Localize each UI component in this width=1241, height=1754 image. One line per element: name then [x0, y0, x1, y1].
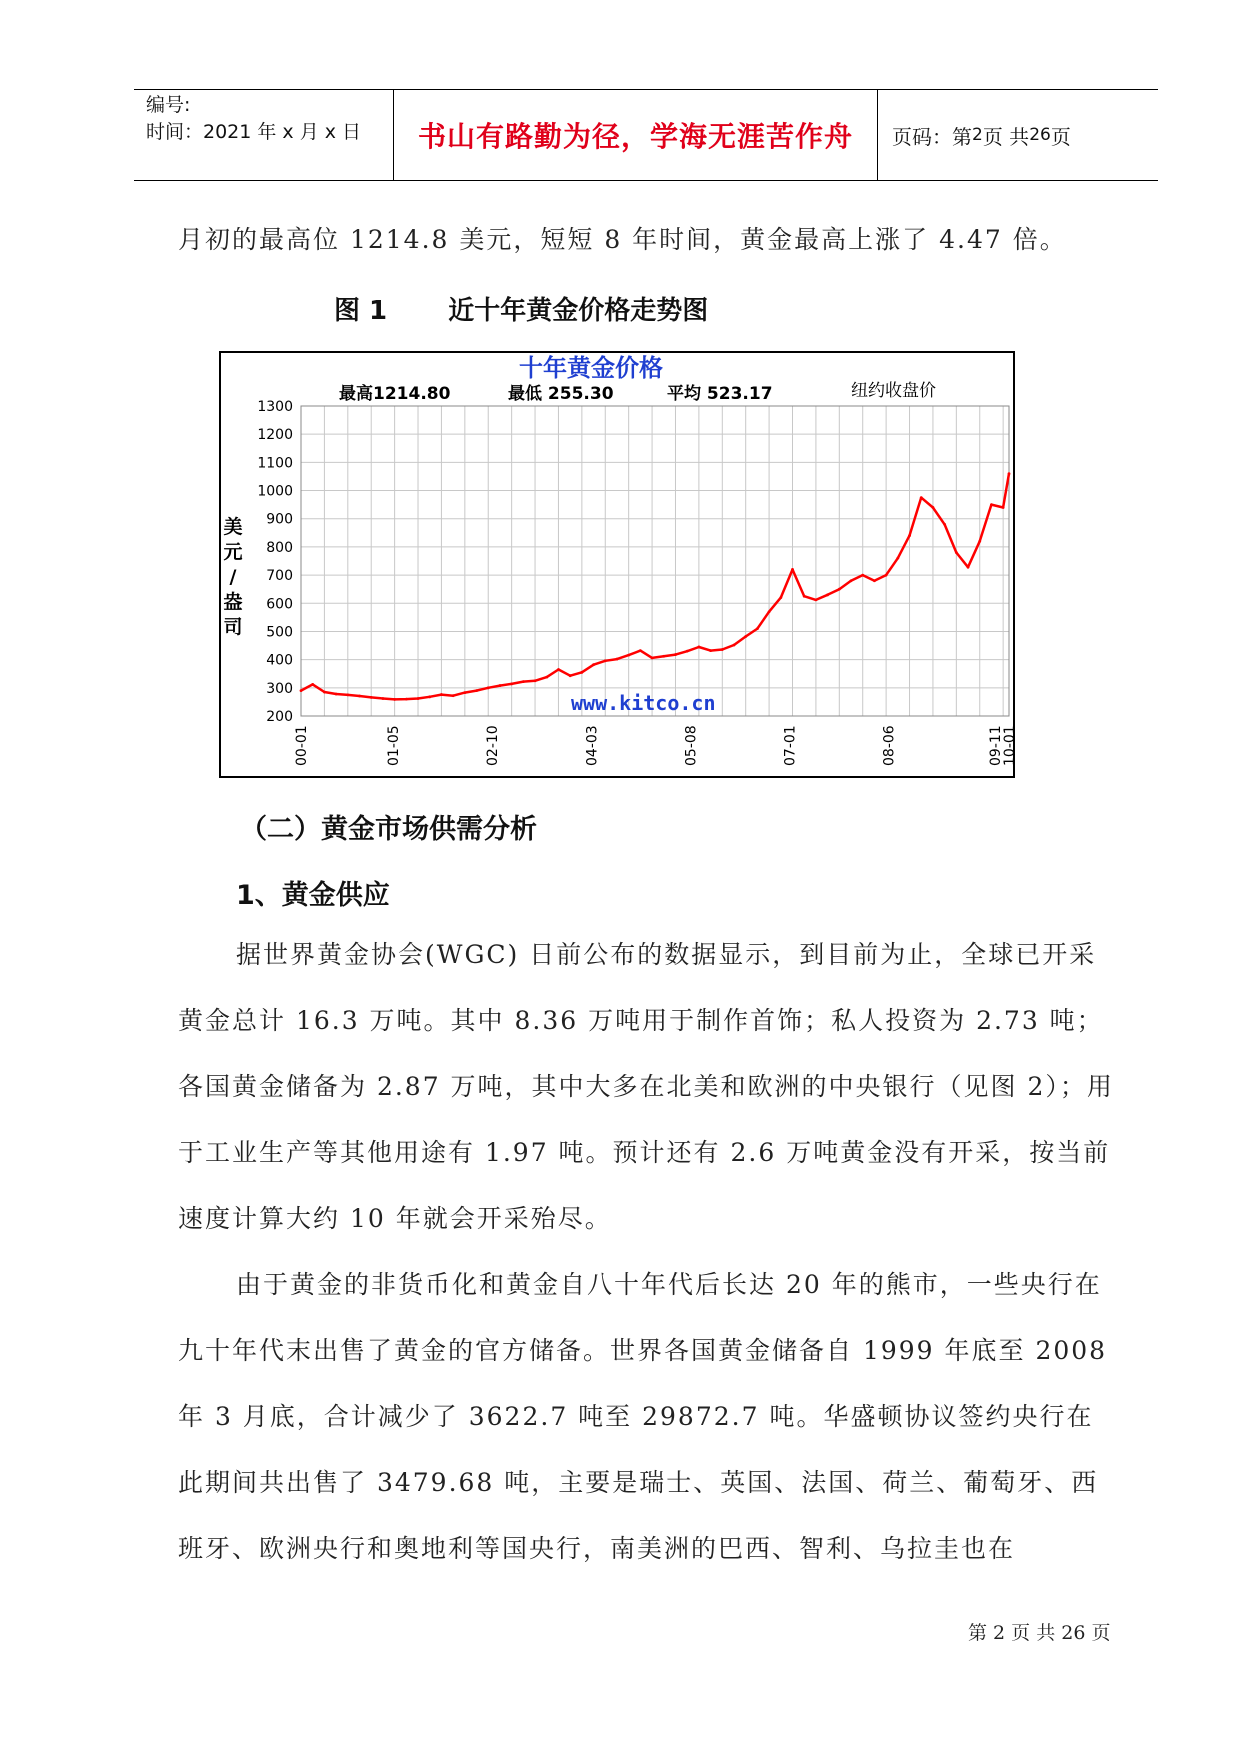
chart-data-point: [920, 496, 923, 499]
chart-data-point: [896, 557, 899, 560]
chart-data-point: [709, 649, 712, 652]
subsection-heading: 1、黄金供应: [236, 880, 390, 911]
time-label: 时间：2021 年 x 月 x 日: [146, 121, 362, 143]
header-motto: 书山有路勤为径，学海无涯苦作舟: [394, 90, 878, 180]
chart-data-point: [639, 649, 642, 652]
chart-title: 十年黄金价格: [519, 354, 663, 382]
chart-data-point: [616, 658, 619, 661]
chart-ytick-label: 200: [266, 709, 293, 725]
chart-data-point: [382, 697, 385, 700]
chart-data-point: [744, 635, 747, 638]
chart-data-point: [861, 574, 864, 577]
chart-data-point: [733, 644, 736, 647]
chart-data-point: [417, 697, 420, 700]
paragraph-supply: 据世界黄金协会(WGC) 日前公布的数据显示，到目前为止，全球已开采黄金总计 16.3 万吨。其中 8.36 万吨用于制作首饰；私人投资为 2.73 吨；各国黄金储备为 2.87 万吨，其中大多在北美和欧洲的中央银行（见图 2）；用于工业生产等其他用途有 1.97 吨。预计还有 2.6 万吨黄金没有开采，按当前速度计算大约 10 年就会开采殆尽。: [178, 940, 1114, 1233]
paragraph-reserves: 由于黄金的非货币化和黄金自八十年代后长达 20 年的熊市，一些央行在九十年代末出售了黄金的官方储备。世界各国黄金储备自 1999 年底至 2008 年 3 月底，合计减少了 3622.7 吨至 29872.7 吨。华盛顿协议签约央行在此期间共出售了 3479.68 吨，主要是瑞士、英国、法国、荷兰、葡萄牙、西班牙、欧洲央行和奥地利等国央行，南美洲的巴西、智利、乌拉圭也在: [178, 1270, 1108, 1563]
chart-xtick-label: 02-10: [485, 725, 502, 766]
chart-data-point: [990, 503, 993, 506]
chart-ytick-label: 300: [266, 680, 293, 697]
chart-data-point: [803, 595, 806, 598]
chart-data-point: [721, 648, 724, 651]
intro-line: 月初的最高位 1214.8 美元，短短 8 年时间，黄金最高上涨了 4.47 倍。: [178, 225, 1067, 254]
chart-xtick-label: 04-03: [584, 725, 601, 766]
chart-data-point: [463, 691, 466, 694]
chart-data-point: [487, 686, 490, 689]
chart-ytick-label: 500: [266, 624, 293, 641]
chart-data-point: [826, 593, 829, 596]
chart-data-point: [885, 574, 888, 577]
chart-data-point: [873, 579, 876, 582]
header-meta: [134, 90, 394, 180]
chart-data-point: [592, 663, 595, 666]
chart-data-point: [955, 551, 958, 554]
chart-xtick-label: 07-01: [782, 725, 799, 766]
chart-data-point: [978, 540, 981, 543]
page-suffix: 页: [1050, 124, 1071, 149]
chart-data-point: [850, 579, 853, 582]
chart-ylabel-char: 元: [223, 541, 243, 563]
chart-data-point: [522, 680, 525, 683]
chart-data-point: [791, 568, 794, 571]
chart-data-point: [545, 676, 548, 679]
chart-data-point: [499, 684, 502, 687]
chart-stat-high: 最高1214.80: [339, 384, 451, 404]
chart-note: 纽约收盘价: [851, 381, 936, 401]
chart-data-point: [335, 693, 338, 696]
chart-ylabel-char: /: [229, 566, 237, 588]
document-header: [134, 89, 1158, 181]
chart-ytick-label: 1000: [257, 483, 293, 500]
chart-data-point: [932, 506, 935, 509]
chart-data-point: [756, 627, 759, 630]
chart-data-point: [1002, 506, 1005, 509]
page-prefix: 页码：第: [892, 124, 972, 149]
chart-data-point: [651, 657, 654, 660]
chart-stat-avg: 平均 523.17: [667, 384, 773, 404]
chart-data-point: [908, 534, 911, 537]
chart-xtick-label: 10-01: [1002, 725, 1018, 766]
chart-ytick-label: 600: [266, 596, 293, 613]
section-heading: （二）黄金市场供需分析: [240, 814, 537, 845]
chart-data-point: [627, 654, 630, 657]
chart-data-point: [662, 655, 665, 658]
chart-data-point: [323, 691, 326, 694]
chart-data-point: [346, 693, 349, 696]
page-footer: 第 2 页 共 26 页: [968, 1622, 1111, 1644]
page-mid: 页 共: [982, 124, 1030, 149]
chart-ytick-label: 900: [266, 511, 293, 528]
chart-plot-frame: [301, 406, 1009, 716]
chart-ytick-label: 1300: [257, 399, 293, 415]
chart-data-point: [838, 588, 841, 591]
chart-xtick-label: 05-08: [683, 725, 700, 766]
chart-series-line: [301, 474, 1009, 700]
chart-data-point: [428, 695, 431, 698]
chart-ytick-label: 800: [266, 539, 293, 556]
chart-data-point: [686, 650, 689, 653]
page-number: 2: [972, 125, 983, 145]
chart-data-point: [815, 598, 818, 601]
chart-stat-low: 最低 255.30: [508, 384, 614, 404]
chart-data-point: [580, 671, 583, 674]
chart-data-point: [604, 659, 607, 662]
chart-ylabel-char: 盎: [223, 591, 243, 613]
chart-data-point: [510, 682, 513, 685]
chart-watermark: www.kitco.cn: [571, 691, 716, 715]
chart-data-point: [967, 566, 970, 569]
page-total: 26: [1029, 125, 1051, 145]
chart-data-point: [358, 695, 361, 698]
chart-xtick-label: 01-05: [386, 725, 403, 766]
header-page-info: [878, 90, 1158, 180]
chart-ytick-label: 1100: [257, 455, 293, 472]
chart-data-point: [557, 668, 560, 671]
chart-data-point: [440, 693, 443, 696]
chart-data-point: [768, 610, 771, 613]
chart-data-point: [370, 696, 373, 699]
chart-data-point: [1008, 472, 1011, 475]
chart-data-point: [534, 679, 537, 682]
chart-data-point: [697, 646, 700, 649]
gold-price-chart: [219, 351, 1018, 778]
chart-data-point: [393, 698, 396, 701]
chart-data-point: [475, 689, 478, 692]
code-label: 编号:: [146, 94, 191, 116]
chart-ytick-label: 1200: [257, 427, 293, 444]
chart-ytick-label: 700: [266, 568, 293, 585]
chart-data-point: [779, 596, 782, 599]
chart-data-point: [311, 683, 314, 686]
chart-ytick-label: 400: [266, 652, 293, 669]
chart-xtick-label: 09-11: [987, 725, 1004, 766]
chart-xtick-label: 08-06: [881, 725, 898, 766]
chart-data-point: [943, 523, 946, 526]
chart-data-point: [452, 694, 455, 697]
chart-canvas: [221, 353, 1018, 776]
chart-ylabel-char: 司: [223, 616, 243, 638]
figure-caption: 图 1 近十年黄金价格走势图: [334, 296, 709, 326]
chart-data-point: [405, 698, 408, 701]
chart-data-point: [569, 674, 572, 677]
chart-data-point: [674, 653, 677, 656]
chart-ylabel-char: 美: [223, 516, 243, 538]
chart-data-point: [300, 689, 303, 692]
chart-xtick-label: 00-01: [294, 725, 310, 766]
